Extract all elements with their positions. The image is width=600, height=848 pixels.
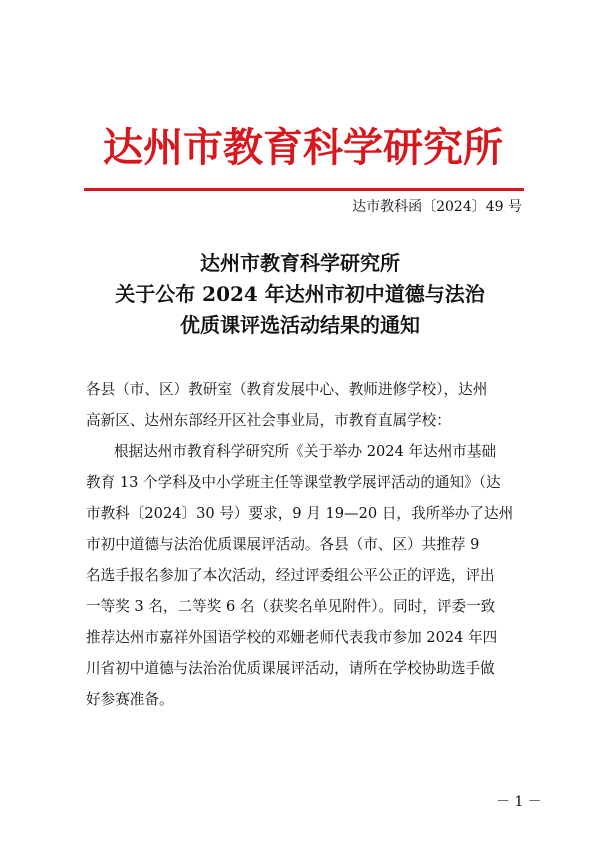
document-number: 达市教科函〔2024〕49 号 [352,199,522,215]
title-line-3: 优质课评选活动结果的通知 [180,313,420,337]
body-line-6: 一等奖 3 名，二等奖 6 名（获奖名单见附件）。同时，评委一致 [86,598,496,615]
letterhead-red-rule [84,188,524,191]
addressee-line-1: 各县（市、区）教研室（教育发展中心、教师进修学校），达州 [86,381,488,398]
body-paragraph [86,436,526,715]
addressee-paragraph [86,374,526,436]
notice-title [60,248,540,341]
body-line-8: 川省初中道德与法治治优质课展评活动，请所在学校协助选手做 [86,660,495,677]
body-line-7: 推荐达州市嘉祥外国语学校的邓姗老师代表我市参加 2024 年四 [86,629,498,646]
letterhead-title: 达州市教育科学研究所 [103,124,503,171]
body-line-2: 教育 13 个学科及中小学班主任等课堂教学展评活动的通知》（达 [86,474,501,491]
page-number: － 1 － [496,794,542,810]
title-line-1: 达州市教育科学研究所 [200,251,400,275]
body-line-9: 好参赛准备。 [86,691,174,708]
body-line-1: 根据达州市教育科学研究所《关于举办 2024 年达州市基础 [114,443,497,460]
addressee-line-2: 高新区、达州东部经开区社会事业局，市教育直属学校： [86,412,451,429]
body-line-4: 市初中道德与法治优质课展评活动。各县（市、区）共推荐 9 [86,536,480,553]
body-line-5: 名选手报名参加了本次活动，经过评委组公平公正的评选，评出 [86,567,495,584]
body-line-3: 市教科〔2024〕30 号）要求，9 月 19—20 日，我所举办了达州 [86,505,514,522]
title-line-2: 关于公布 2024 年达州市初中道德与法治 [115,282,485,306]
